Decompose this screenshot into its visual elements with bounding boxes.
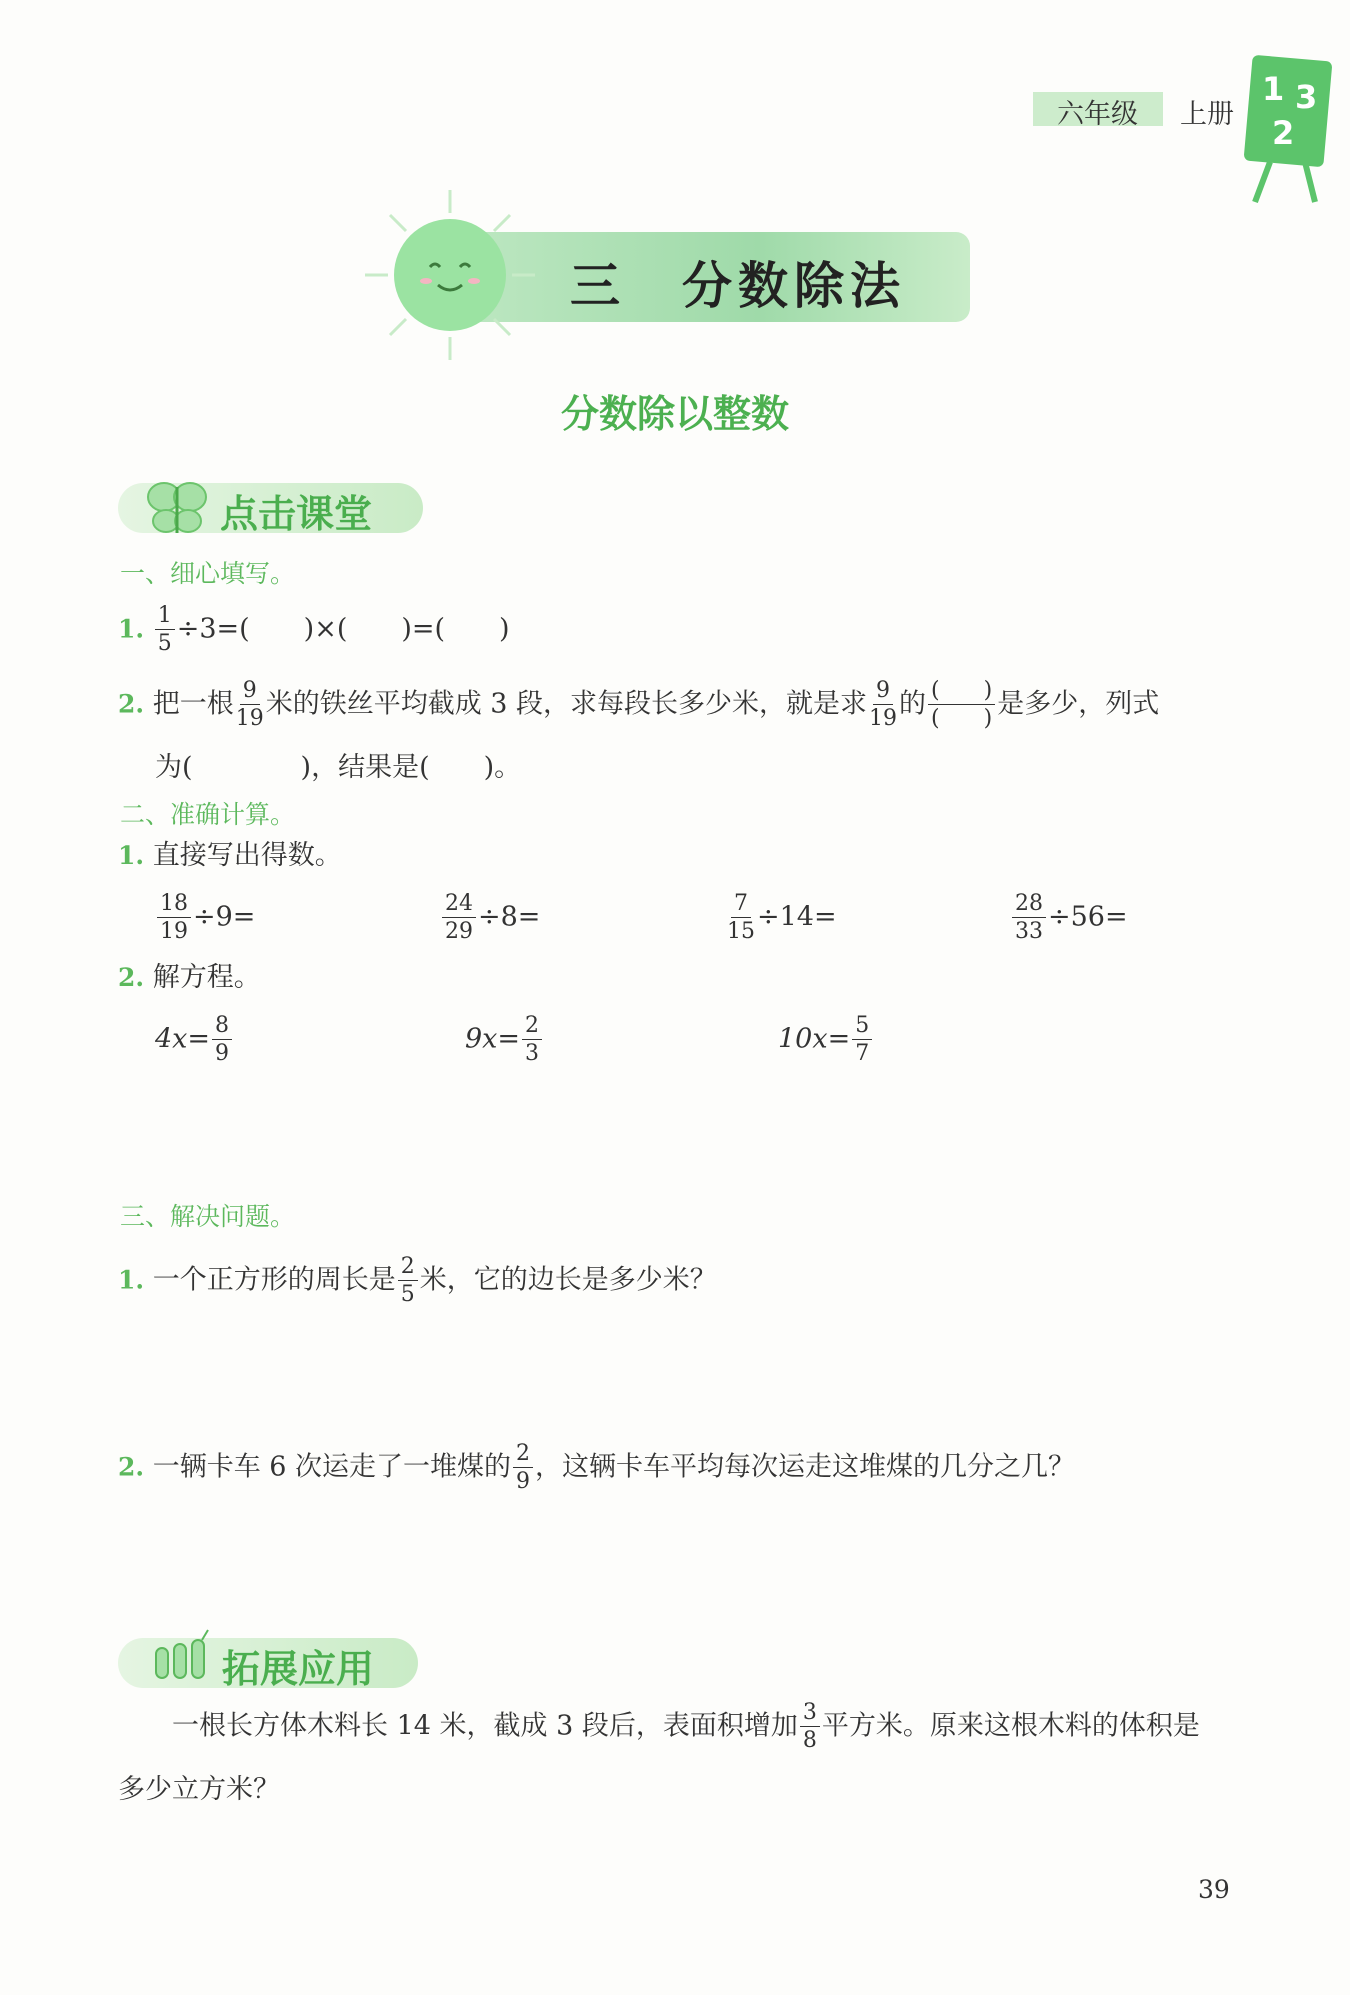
question-number: 1. bbox=[118, 1265, 145, 1295]
fraction: $\frac{9}{19}$ bbox=[869, 678, 898, 731]
extension-question-line2: 多少立方米？ bbox=[118, 1774, 280, 1805]
extension-question: 一根长方体木料长 14 米，截成 3 段后，表面积增加 $\frac{3}{8}$ 平方米。原来这根木料的体积是 bbox=[172, 1700, 1200, 1753]
sun-icon bbox=[360, 185, 540, 365]
equation-item: 10x= $\frac{5}{7}$ bbox=[778, 1015, 874, 1065]
question-number: 2. bbox=[118, 1452, 145, 1482]
question-text: 把一根 bbox=[152, 688, 234, 720]
question-text: 米的铁丝平均截成 3 段，求每段长多少米，就是求 bbox=[265, 688, 868, 720]
question-text: 解方程。 bbox=[152, 962, 261, 993]
butterfly-icon bbox=[142, 475, 212, 541]
page-number: 39 bbox=[1198, 1875, 1230, 1904]
section-title: 拓展应用 bbox=[222, 1647, 375, 1691]
chapter-title: 三 分数除法 bbox=[570, 257, 906, 315]
section-title: 点击课堂 bbox=[220, 492, 373, 536]
logo-digit: 1 bbox=[1262, 70, 1285, 108]
question-number: 1. bbox=[118, 841, 145, 870]
equation-item: 9x= $\frac{2}{3}$ bbox=[465, 1015, 544, 1065]
blank-fraction: $\frac{( )}{( )}$ bbox=[928, 680, 995, 730]
question-1-2 bbox=[118, 680, 1159, 730]
calc-item: $\frac{24}{29}$ ÷8= bbox=[440, 893, 540, 943]
fraction: $\frac{1}{5}$ bbox=[155, 605, 175, 655]
question-text: 的 bbox=[899, 688, 927, 720]
lesson-title: 分数除以整数 bbox=[560, 392, 789, 436]
question-3-2: 2. 一辆卡车 6 次运走了一堆煤的 $\frac{2}{9}$ ，这辆卡车平均每次运走这堆煤的几分之几？ bbox=[118, 1441, 1076, 1494]
expression: ÷3=( )×( )=( ) bbox=[176, 613, 510, 645]
question-2-2 bbox=[118, 958, 261, 998]
logo-digit: 3 bbox=[1295, 78, 1318, 116]
part-heading: 三、解决问题。 bbox=[120, 1202, 296, 1231]
part-heading: 二、准确计算。 bbox=[120, 800, 296, 829]
blackboard-logo-icon bbox=[1240, 52, 1340, 212]
calc-item: $\frac{7}{15}$ ÷14= bbox=[727, 891, 837, 944]
question-number: 1. bbox=[118, 614, 145, 644]
part-heading: 一、细心填写。 bbox=[120, 559, 296, 588]
question-text: 直接写出得数。 bbox=[152, 840, 342, 871]
logo-digit: 2 bbox=[1272, 114, 1295, 152]
equation-item: 4x= $\frac{8}{9}$ bbox=[155, 1015, 234, 1065]
caterpillar-icon bbox=[150, 1628, 220, 1690]
question-number: 2. bbox=[118, 963, 145, 992]
question-1-1 bbox=[118, 605, 510, 655]
grade-label: 六年级 bbox=[1057, 99, 1138, 130]
calc-item: $\frac{28}{33}$ ÷56= bbox=[1010, 893, 1128, 943]
calc-item: $\frac{18}{19}$ ÷9= bbox=[155, 893, 255, 943]
question-3-1: 1. 一个正方形的周长是 $\frac{2}{5}$ 米，它的边长是多少米？ bbox=[118, 1254, 717, 1307]
question-2-1 bbox=[118, 836, 342, 876]
fraction: $\frac{9}{19}$ bbox=[235, 678, 264, 731]
question-1-2-line2: 为( )，结果是( )。 bbox=[155, 752, 522, 783]
volume-label: 上册 bbox=[1180, 99, 1234, 130]
question-text: 是多少，列式 bbox=[997, 688, 1160, 720]
question-number: 2. bbox=[118, 689, 145, 719]
